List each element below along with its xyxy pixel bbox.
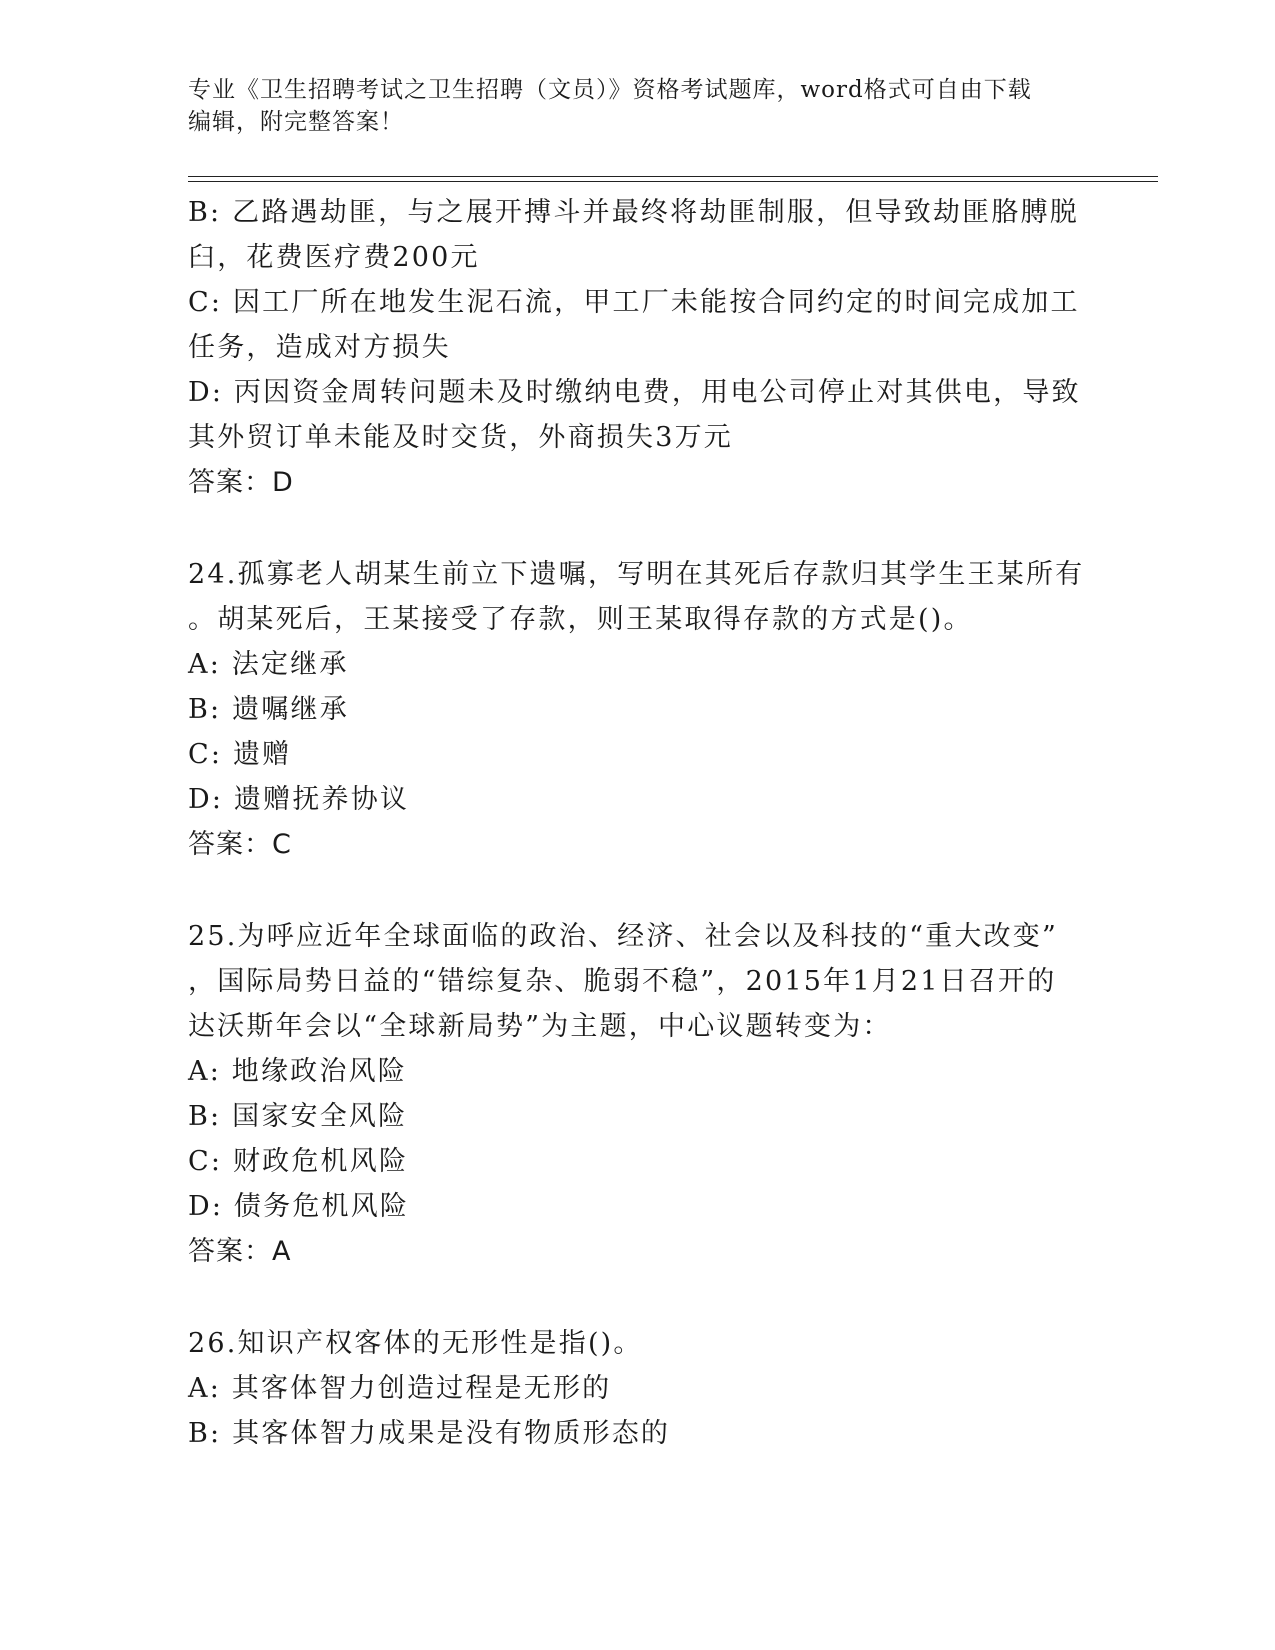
option-d: D: 遗赠抚养协议 [188,784,410,815]
spacer [188,1274,1088,1321]
question-list [188,190,1088,1456]
option-b-line-1: B: 乙路遇劫匪，与之展开搏斗并最终将劫匪制服，但导致劫匪胳膊脱 [188,197,1079,228]
option-b-line-2: 臼，花费医疗费200元 [188,242,480,273]
header-line-1: 专业《卫生招聘考试之卫生招聘（文员）》资格考试题库，word格式可自由下载 [188,77,1032,103]
spacer [188,505,1088,552]
option-c-line-2: 任务，造成对方损失 [188,332,451,363]
header-divider-top [188,176,1158,177]
question-26 [188,1321,1088,1456]
option-c: C: 财政危机风险 [188,1146,409,1177]
option-c-line-1: C: 因工厂所在地发生泥石流，甲工厂未能按合同约定的时间完成加工 [188,287,1080,318]
option-a: A: 其客体智力创造过程是无形的 [188,1373,612,1404]
option-c: C: 遗赠 [188,739,292,770]
option-d-line-2: 其外贸订单未能及时交货，外商损失3万元 [188,422,733,453]
question-23 [188,190,1088,505]
spacer [188,867,1088,914]
question-24 [188,552,1088,867]
answer: 答案：C [188,829,292,860]
question-stem-line-2: 。胡某死后，王某接受了存款，则王某取得存款的方式是()。 [188,604,973,635]
question-stem-line-2: ，国际局势日益的“错综复杂、脆弱不稳”，2015年1月21日召开的 [188,966,1057,997]
header-divider-bottom [188,181,1158,182]
question-stem-line-1: 26.知识产权客体的无形性是指()。 [188,1328,643,1359]
question-stem-line-1: 24.孤寡老人胡某生前立下遗嘱，写明在其死后存款归其学生王某所有 [188,559,1085,590]
header-line-2: 编辑，附完整答案！ [188,109,404,135]
option-a: A: 地缘政治风险 [188,1056,407,1087]
document-header [188,74,1068,138]
option-d-line-1: D: 丙因资金周转问题未及时缴纳电费，用电公司停止对其供电，导致 [188,377,1081,408]
answer: 答案：A [188,1236,292,1267]
option-d: D: 债务危机风险 [188,1191,410,1222]
option-b: B: 国家安全风险 [188,1101,408,1132]
question-stem-line-1: 25.为呼应近年全球面临的政治、经济、社会以及科技的“重大改变” [188,921,1058,952]
option-b: B: 遗嘱继承 [188,694,349,725]
answer: 答案：D [188,467,294,498]
question-25 [188,914,1088,1274]
option-a: A: 法定继承 [188,649,349,680]
question-stem-line-3: 达沃斯年会以“全球新局势”为主题，中心议题转变为： [188,1011,892,1042]
option-b: B: 其客体智力成果是没有物质形态的 [188,1418,671,1449]
